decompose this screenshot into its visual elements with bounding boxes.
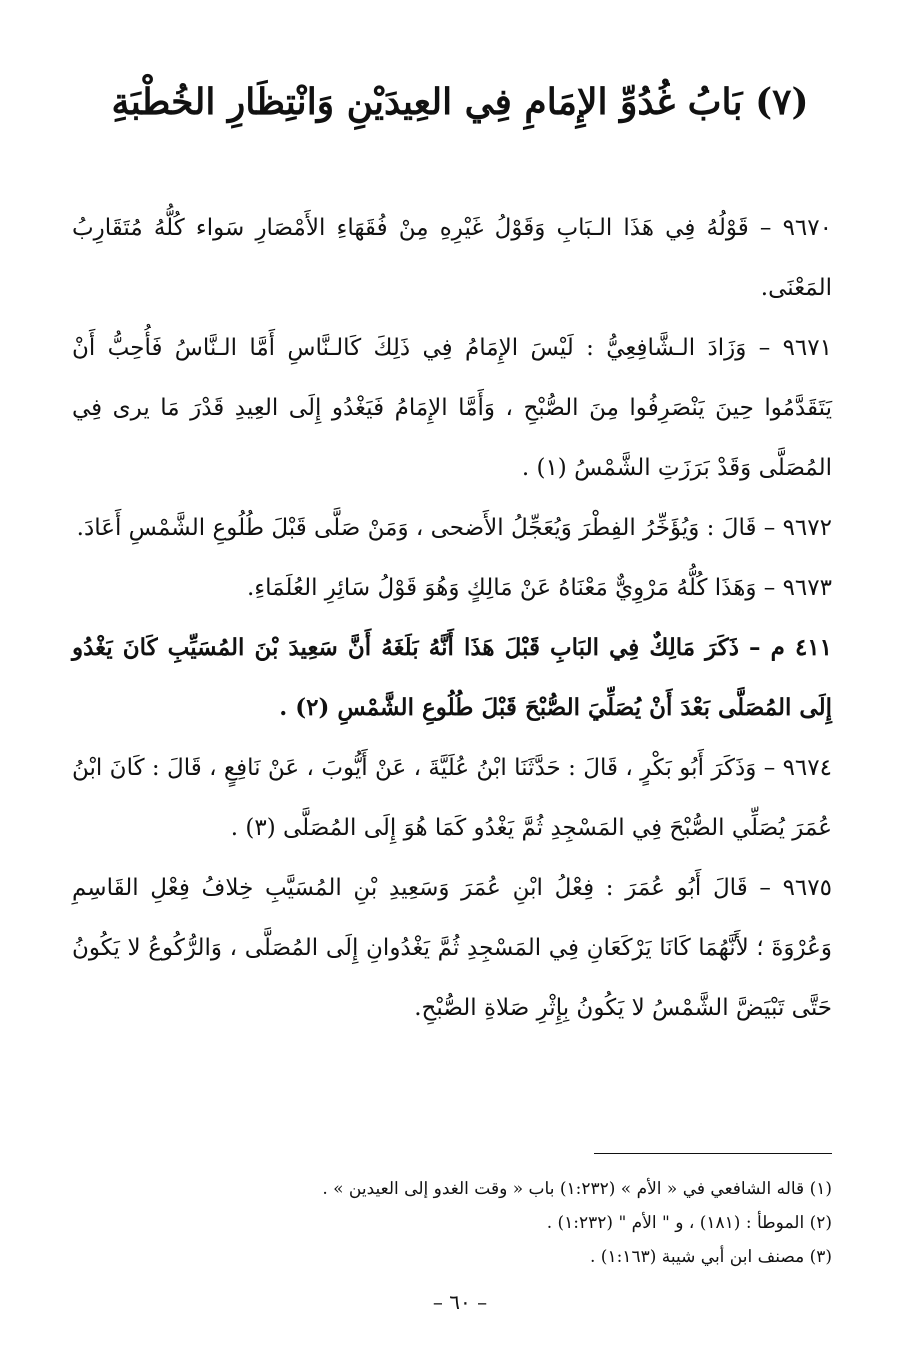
footnote-1: (١) قاله الشافعي في « الأم » (١:٢٣٢) باب « وقت الغدو إلى العيدين » . [322,1179,832,1199]
paragraph-9671: ٩٦٧١ – وَزَادَ الـشَّافِعِيُّ : لَيْسَ الإِمَامُ فِي ذَلِكَ كَالـنَّاسِ أَمَّا الـنَّاسُ فَأُحِبُّ أَنْ يَتَقَدَّمُوا حِينَ يَنْصَرِفُوا مِنَ الصُّبْحِ ، وَأَمَّا الإِمَامُ فَيَغْدُو إِلَى العِيدِ قَدْرَ مَا يرى فِي المُصَلَّى وَقَدْ بَرَزَتِ الشَّمْسُ (١) . [72,335,832,481]
paragraph-9672: ٩٦٧٢ – قَالَ : وَيُؤَخِّرُ الفِطْرَ وَيُعَجِّلُ الأَضحى ، وَمَنْ صَلَّى قَبْلَ طُلُوعِ الشَّمْسِ أَعَادَ. [76,515,832,541]
page-number: – ٦٠ – [432,1290,488,1314]
paragraph-411m: ٤١١ م – ذَكَرَ مَالِكٌ فِي البَابِ قَبْلَ هَذَا أَنَّهُ بَلَغَهُ أَنَّ سَعِيدَ بْنَ المُسَيِّبِ كَانَ يَغْدُو إِلَى المُصَلَّى بَعْدَ أَنْ يُصَلِّيَ الصُّبْحَ قَبْلَ طُلُوعِ الشَّمْسِ (٢) . [72,634,832,721]
footnotes [72,1172,832,1274]
paragraph-9674: ٩٦٧٤ – وَذَكَرَ أَبُو بَكْرٍ ، قَالَ : حَدَّثَنَا ابْنُ عُلَيَّةَ ، عَنْ أَيُّوبَ ، عَنْ نَافِعٍ ، قَالَ : كَانَ ابْنُ عُمَرَ يُصَلِّي الصُّبْحَ فِي المَسْجِدِ ثُمَّ يَغْدُو كَمَا هُوَ إِلَى المُصَلَّى (٣) . [72,755,832,841]
footnote-2: (٢) الموطأ : (١٨١) ، و " الأم " (١:٢٣٢) . [546,1213,832,1233]
paragraph-9673: ٩٦٧٣ – وَهَذَا كُلُّهُ مَرْوِيٌّ مَعْنَاهُ عَنْ مَالِكٍ وَهُوَ قَوْلُ سَائِرِ العُلَمَاءِ. [246,575,832,601]
paragraph-9670: ٩٦٧٠ – قَوْلُهُ فِي هَذَا الـبَابِ وَقَوْلُ غَيْرِهِ مِنْ فُقَهَاءِ الأَمْصَارِ سَواء كُلُّهُ مُتَقَارِبُ المَعْنَى. [72,215,832,301]
body-text [72,198,832,1038]
footnote-3: (٣) مصنف ابن أبي شيبة (١:١٦٣) . [590,1247,832,1267]
footnote-divider [594,1153,832,1154]
paragraph-9675: ٩٦٧٥ – قَالَ أَبُو عُمَرَ : فِعْلُ ابْنِ عُمَرَ وَسَعِيدِ بْنِ المُسَيَّبِ خِلافُ فِعْلِ القَاسِمِ وَعُرْوَةَ ؛ لأَنَّهُمَا كَانَا يَرْكَعَانِ فِي المَسْجِدِ ثُمَّ يَغْدُوانِ إِلَى المُصَلَّى ، وَالرُّكُوعُ لا يَكُونُ حَتَّى تَبْيَضَّ الشَّمْسُ لا يَكُونُ بِإِثْرِ صَلاةِ الصُّبْحِ. [72,875,832,1021]
chapter-title: (٧) بَابُ غُدُوِّ الإِمَامِ فِي العِيدَيْنِ وَانْتِظَارِ الخُطْبَةِ [111,81,809,123]
